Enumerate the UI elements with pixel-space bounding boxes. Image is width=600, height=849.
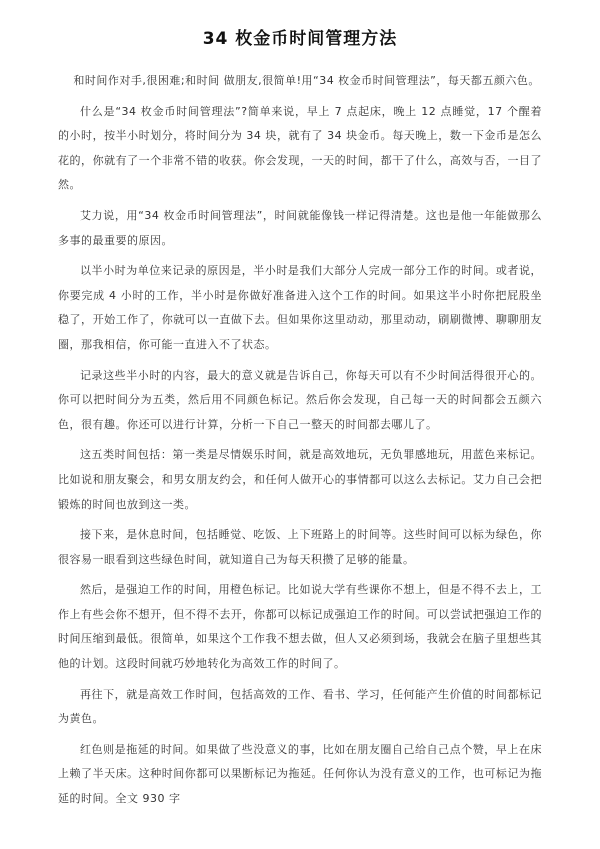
paragraph: 红色则是拖延的时间。如果做了些没意义的事，比如在朋友圈自己给自己点个赞，早上在床上赖了半天床。这种时间你都可以果断标记为拖延。任何你认为没有意义的工作，也可标记为拖延的时间。全文 930 字 — [58, 742, 542, 806]
paragraph: 艾力说，用“34 枚金币时间管理法”，时间就能像钱一样记得清楚。这也是他一年能做那么多事的最重要的原因。 — [58, 208, 542, 247]
document-title: 34 枚金币时间管理方法 — [202, 29, 398, 49]
paragraph: 以半小时为单位来记录的原因是，半小时是我们大部分人完成一部分工作的时间。或者说，你要完成 4 小时的工作，半小时是你做好准备进入这个工作的时间。如果这半小时你把屁股坐稳了，开始工作了，你就可以一直做下去。但如果你这里动动，那里动动，刷刷微博、聊聊朋友圈，那我相信，你可能一直进入不了状态。 — [58, 264, 542, 351]
paragraph: 这五类时间包括：第一类是尽情娱乐时间，就是高效地玩，无负罪感地玩，用蓝色来标记。比如说和朋友聚会，和男女朋友约会，和任何人做开心的事情都可以这么去标记。艾力自己会把锻炼的时间也放到这一类。 — [58, 448, 542, 511]
paragraph: 记录这些半小时的内容，最大的意义就是告诉自己，你每天可以有不少时间活得很开心的。你可以把时间分为五类，然后用不同颜色标记。然后你会发现，自己每一天的时间都会五颜六色，很有趣。你还可以进行计算，分析一下自己一整天的时间都去哪儿了。 — [58, 368, 542, 431]
paragraph: 然后，是强迫工作的时间，用橙色标记。比如说大学有些课你不想上，但是不得不去上，工作上有些会你不想开，但不得不去开，你都可以标记成强迫工作的时间。可以尝试把强迫工作的时间压缩到最低。很简单，如果这个工作我不想去做，但人又必须到场，我就会在脑子里想些其他的计划。这段时间就巧妙地转化为高效工作的时间了。 — [58, 583, 542, 671]
paragraph: 接下来，是休息时间，包括睡觉、吃饭、上下班路上的时间等。这些时间可以标为绿色，你很容易一眼看到这些绿色时间，就知道自己为每天积攒了足够的能量。 — [58, 528, 542, 566]
paragraph: 再往下，就是高效工作时间，包括高效的工作、看书、学习，任何能产生价值的时间都标记为黄色。 — [58, 687, 542, 726]
paragraph: 什么是“34 枚金币时间管理法”?简单来说，早上 7 点起床，晚上 12 点睡觉，17 个醒着的小时，按半小时划分，将时间分为 34 块，就有了 34 块金币。每天晚上，数一下金币是怎么花的，你就有了一个非常不错的收获。你会发现，一天的时间，都干了什么，高效与否，一目了然。 — [58, 104, 542, 192]
paragraph: 和时间作对手,很困难;和时间 做朋友,很简单!用“34 枚金币时间管理法”，每天都五颜六色。 — [73, 74, 540, 87]
